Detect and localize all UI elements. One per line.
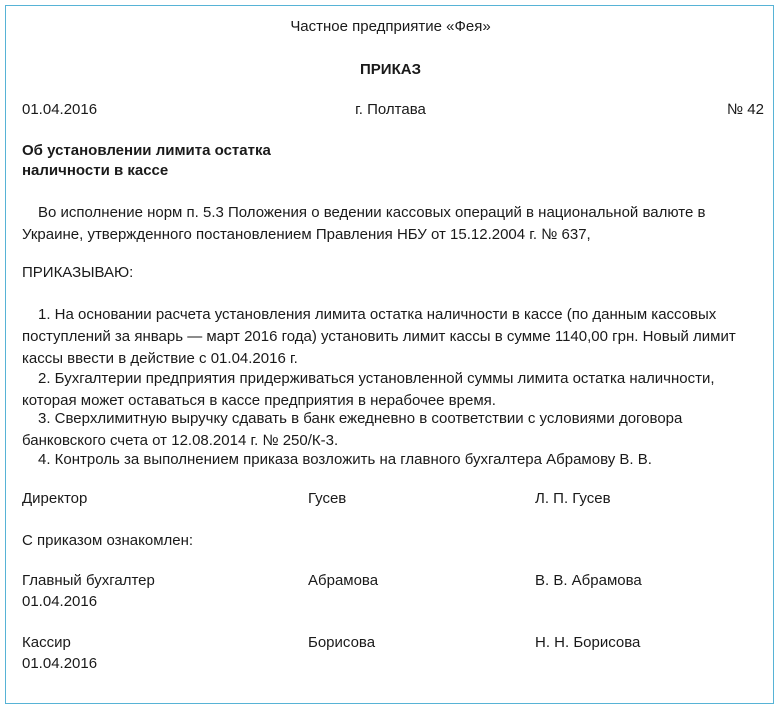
accountant-signature: Абрамова bbox=[308, 572, 379, 589]
cashier-date: 01.04.2016 bbox=[22, 655, 98, 672]
cashier-signature: Борисова bbox=[308, 634, 376, 651]
order-item-2: 2. Бухгалтерии предприятия придерживаться установленной суммы лимита остатка наличности, которая может оставаться в кассе предприятия в нерабочее время. bbox=[22, 370, 715, 409]
accountant-name: В. В. Абрамова bbox=[535, 572, 642, 589]
cashier-position: Кассир bbox=[22, 634, 71, 651]
director-name: Л. П. Гусев bbox=[535, 490, 611, 507]
accountant-position: Главный бухгалтер bbox=[22, 572, 155, 589]
cashier-name: Н. Н. Борисова bbox=[535, 634, 641, 651]
order-word: ПРИКАЗЫВАЮ: bbox=[22, 264, 134, 281]
order-item-3: 3. Сверхлимитную выручку сдавать в банк ежедневно в соответствии с условиями договора банковского счета от 12.08.2014 г. № 250/К-3. bbox=[22, 410, 683, 449]
accountant-date: 01.04.2016 bbox=[22, 593, 98, 610]
director-signature: Гусев bbox=[308, 490, 347, 507]
company-name: Частное предприятие «Фея» bbox=[290, 18, 491, 35]
order-item-1: 1. На основании расчета установления лимита остатка наличности в кассе (по данным кассовых поступлений за январь — март 2016 года) установить лимит кассы в сумме 1140,00 грн. Новый лимит кассы ввести в действие с 01.04.2016 г. bbox=[22, 306, 736, 367]
subject-line-1: Об установлении лимита остатка bbox=[22, 142, 271, 159]
document-title: ПРИКАЗ bbox=[360, 61, 421, 78]
acquainted-label: С приказом ознакомлен: bbox=[22, 532, 194, 549]
subject-line-2: наличности в кассе bbox=[22, 162, 169, 179]
order-date: 01.04.2016 bbox=[22, 101, 98, 118]
preamble-paragraph: Во исполнение норм п. 5.3 Положения о ведении кассовых операций в национальной валюте в Украине, утвержденного постановлением Правления НБУ от 15.12.2004 г. № 637, bbox=[22, 204, 706, 243]
order-item-4: 4. Контроль за выполнением приказа возложить на главного бухгалтера Абрамову В. В. bbox=[38, 451, 652, 468]
director-position: Директор bbox=[22, 490, 88, 507]
order-number: № 42 bbox=[727, 101, 764, 118]
order-city: г. Полтава bbox=[355, 101, 426, 118]
